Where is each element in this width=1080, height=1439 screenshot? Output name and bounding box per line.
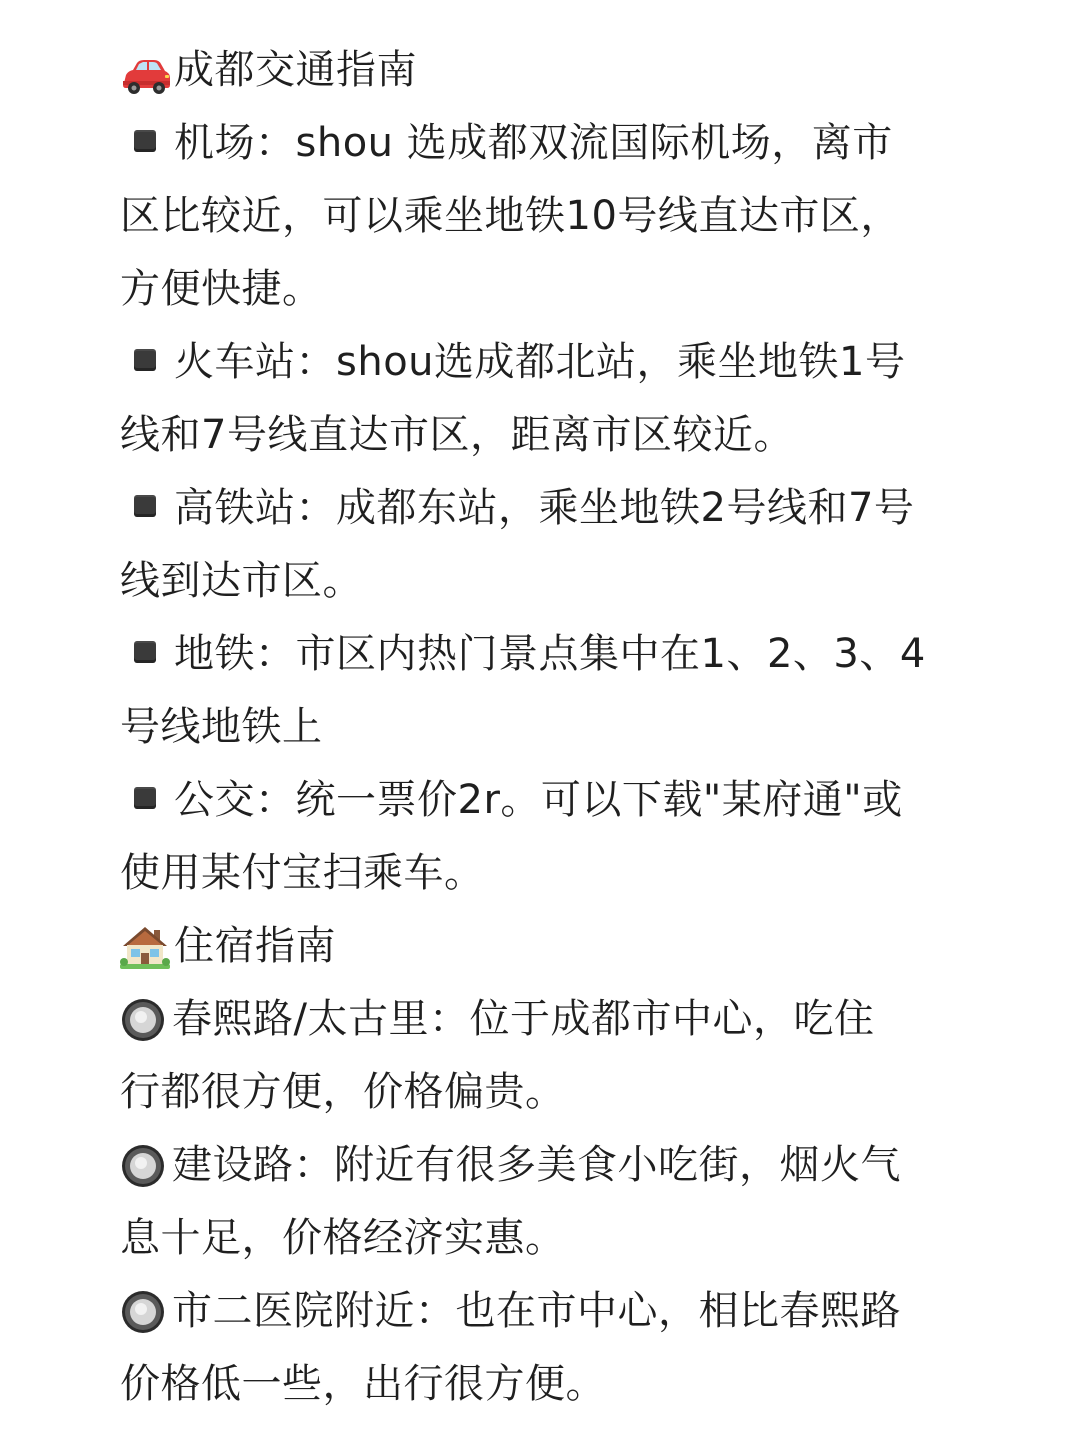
house-icon	[120, 921, 170, 967]
transport-heading	[120, 34, 980, 107]
list-item-continuation: 息十足，价格经济实惠。	[120, 1215, 566, 1261]
guide-content	[120, 34, 980, 1421]
black-square-icon	[134, 641, 156, 663]
list-item-continuation: 行都很方便，价格偏贵。	[120, 1069, 566, 1115]
radio-button-icon	[120, 994, 166, 1040]
black-square-icon	[134, 495, 156, 517]
list-item-continuation: 方便快捷。	[120, 266, 323, 312]
list-item-continuation: 价格低一些，出行很方便。	[120, 1361, 606, 1407]
black-square-icon	[134, 787, 156, 809]
lodging-title: 住宿指南	[174, 923, 336, 969]
list-item-continuation: 使用某付宝扫乘车。	[120, 850, 485, 896]
transport-title: 成都交通指南	[174, 47, 417, 93]
list-item-continuation: 线和7号线直达市区，距离市区较近。	[120, 412, 794, 458]
list-item: 建设路：附近有很多美食小吃街，烟火气	[120, 1129, 980, 1202]
list-item-continuation: 区比较近，可以乘坐地铁10号线直达市区，	[120, 193, 901, 239]
radio-button-icon	[120, 1286, 166, 1332]
list-item: 高铁站：成都东站，乘坐地铁2号线和7号	[120, 472, 980, 545]
lodging-heading	[120, 910, 980, 983]
list-item-continuation: 号线地铁上	[120, 704, 323, 750]
list-item: 地铁：市区内热门景点集中在1、2、3、4	[120, 618, 980, 691]
list-item: 春熙路/太古里：位于成都市中心，吃住	[120, 983, 980, 1056]
list-item-continuation: 线到达市区。	[120, 558, 363, 604]
car-icon	[120, 48, 172, 88]
list-item: 市二医院附近：也在市中心，相比春熙路	[120, 1275, 980, 1348]
list-item: 机场：shou 选成都双流国际机场，离市	[120, 107, 980, 180]
black-square-icon	[134, 349, 156, 371]
black-square-icon	[134, 130, 156, 152]
list-item: 公交：统一票价2r。可以下载"某府通"或	[120, 764, 980, 837]
list-item: 火车站：shou选成都北站，乘坐地铁1号	[120, 326, 980, 399]
radio-button-icon	[120, 1140, 166, 1186]
